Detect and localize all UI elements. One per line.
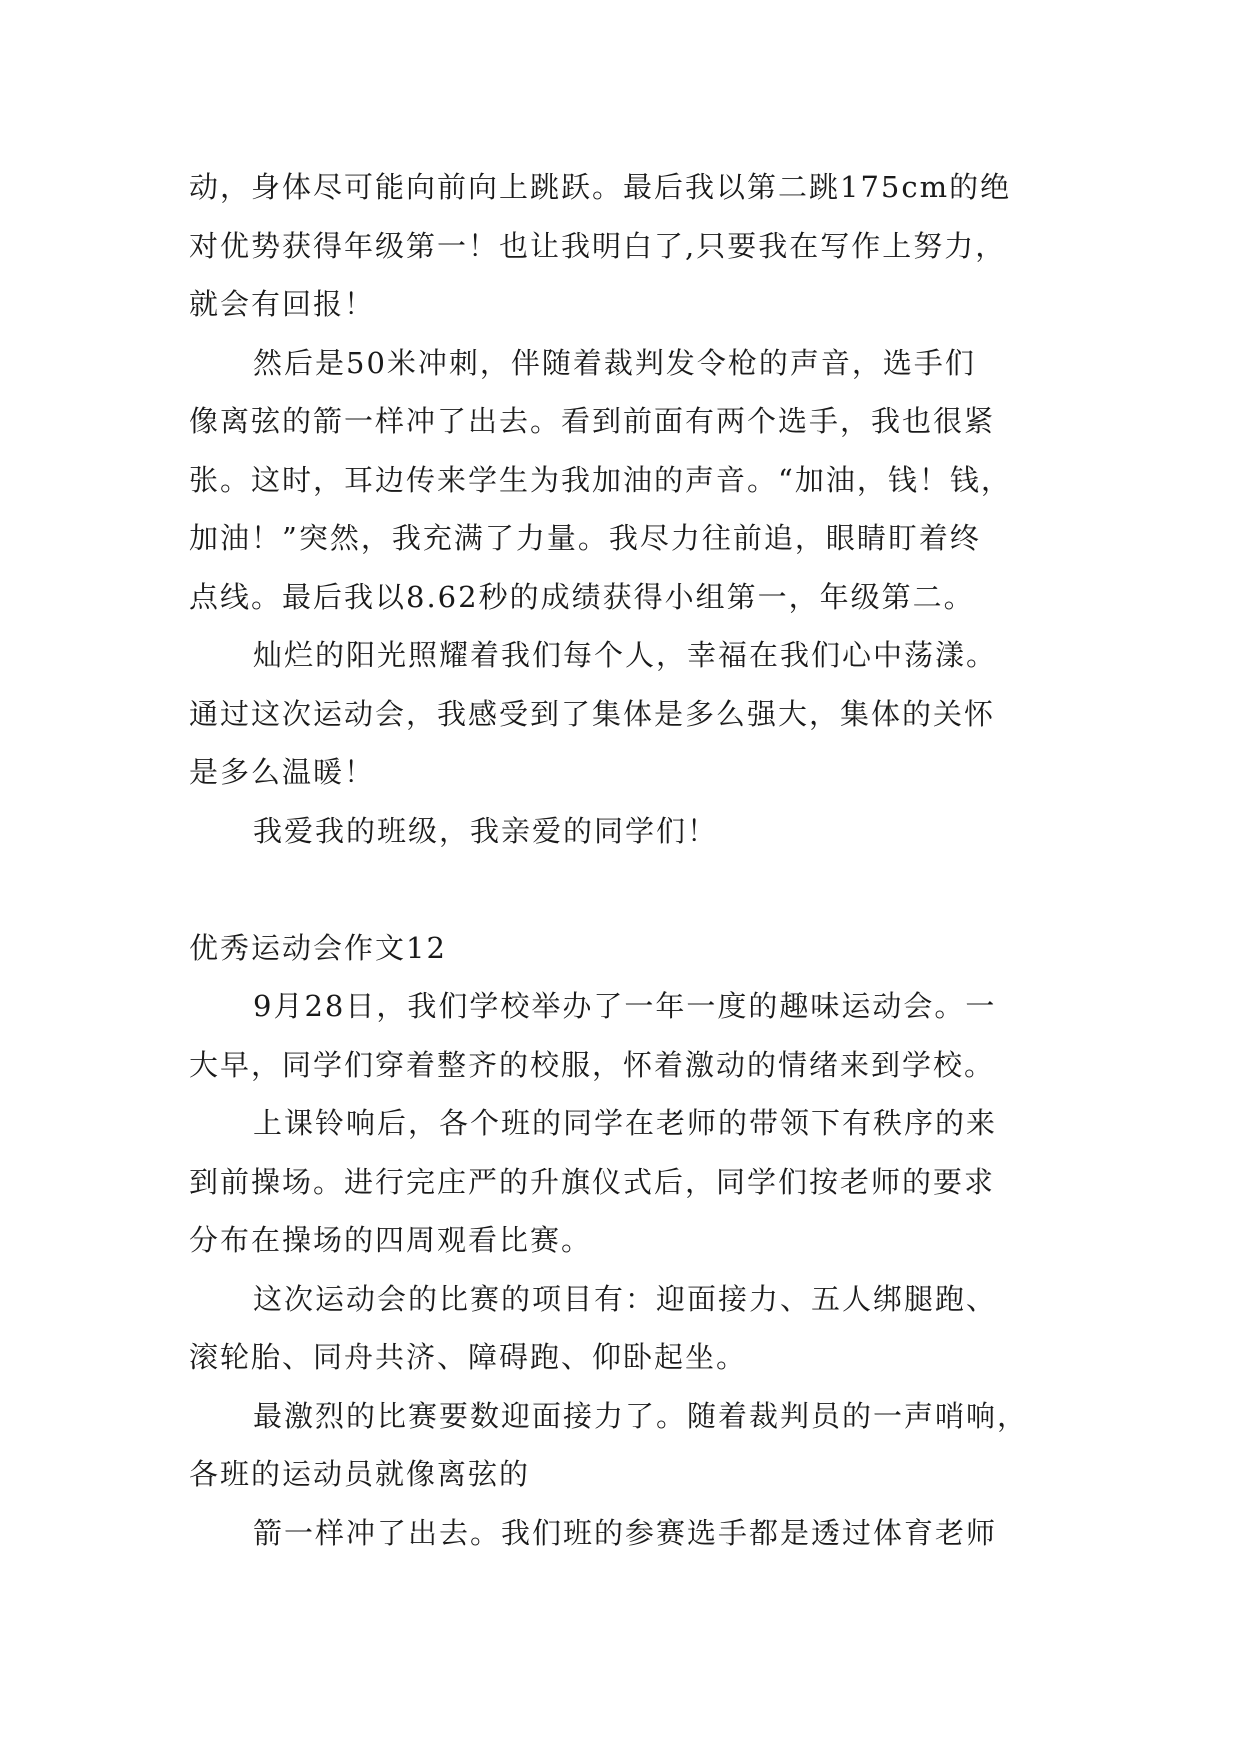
text-line: 各班的运动员就像离弦的 [189, 1457, 531, 1491]
text-line: 加油！”突然，我充满了力量。我尽力往前追，眼睛盯着终 [189, 521, 981, 555]
section-title: 优秀运动会作文12 [189, 931, 447, 965]
text-line: 9月28日，我们学校举办了一年一度的趣味运动会。一 [253, 989, 997, 1023]
text-line: 到前操场。进行完庄严的升旗仪式后，同学们按老师的要求 [189, 1165, 996, 1199]
text-line: 上课铃响后，各个班的同学在老师的带领下有秩序的来 [253, 1106, 998, 1140]
text-line: 张。这时，耳边传来学生为我加油的声音。“加油，钱！钱， [189, 463, 1012, 497]
text-line: 然后是50米冲刺，伴随着裁判发令枪的声音，选手们 [253, 346, 976, 380]
text-line: 大早，同学们穿着整齐的校服，怀着激动的情绪来到学校。 [189, 1048, 996, 1082]
text-line: 通过这次运动会，我感受到了集体是多么强大，集体的关怀 [189, 697, 996, 731]
text-line: 动，身体尽可能向前向上跳跃。最后我以第二跳175cm的绝 [189, 170, 1012, 204]
text-line: 箭一样冲了出去。我们班的参赛选手都是透过体育老师 [253, 1516, 998, 1550]
text-line: 分布在操场的四周观看比赛。 [189, 1223, 593, 1257]
text-line: 像离弦的箭一样冲了出去。看到前面有两个选手，我也很紧 [189, 404, 996, 438]
text-line: 点线。最后我以8.62秒的成绩获得小组第一，年级第二。 [189, 580, 975, 614]
text-line: 是多么温暖！ [189, 755, 376, 789]
text-line: 滚轮胎、同舟共济、障碍跑、仰卧起坐。 [189, 1340, 748, 1374]
text-line: 这次运动会的比赛的项目有：迎面接力、五人绑腿跑、 [253, 1282, 998, 1316]
text-line: 最激烈的比赛要数迎面接力了。随着裁判员的一声哨响， [253, 1399, 1029, 1433]
text-line: 灿烂的阳光照耀着我们每个人，幸福在我们心中荡漾。 [253, 638, 998, 672]
text-line: 我爱我的班级，我亲爱的同学们！ [253, 814, 719, 848]
text-line: 就会有回报！ [189, 287, 376, 321]
text-line: 对优势获得年级第一！也让我明白了,只要我在写作上努力， [189, 229, 1007, 263]
